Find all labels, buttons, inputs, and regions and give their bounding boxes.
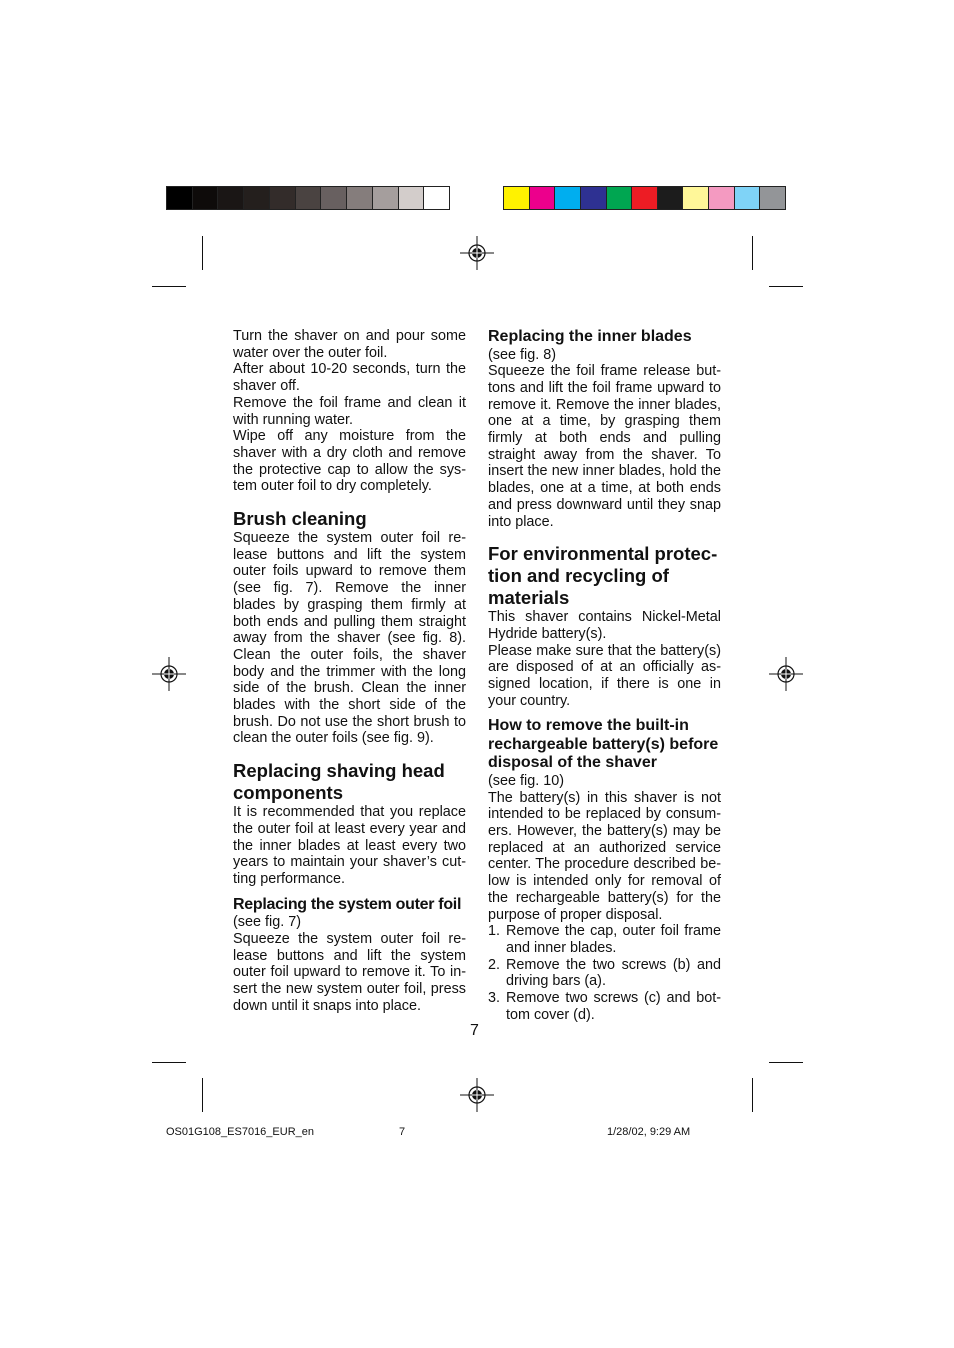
list-item [488,957,721,990]
color-swatch [270,187,296,209]
figure-reference: (see fig. 7) [233,914,301,931]
color-swatch [399,187,425,209]
subsection-heading: Replacing the inner blades [488,328,692,345]
body-paragraph: Squeeze the foil frame release but-tons and lift the foil frame upward to remove it. Remove the inner blades, one at a time, by grasping them firmly at both ends and pulling straight away from the shaver. To insert the new inner blades, hold the blades, one at a time, at both ends and press downward until they snap into place. [488,363,721,530]
crop-mark [202,1078,203,1112]
section-heading: Brush cleaning [233,508,367,530]
crop-mark [752,236,753,270]
color-swatch [607,187,633,209]
subsection-heading: Replacing the system outer foil [233,895,462,913]
step-number: 1. [488,923,501,940]
color-swatch [735,187,761,209]
body-paragraph: The battery(s) in this shaver is not intended to be replaced by consum-ers. However, the battery(s) may be replaced at an authorized service center. The procedure described be-low is intended only for removal of the rechargeable battery(s) for the purpose of proper disposal. [488,789,721,923]
step-number: 2. [488,956,501,973]
body-paragraph: Squeeze the system outer foil re-lease buttons and lift the system outer foil upward to remove it. To in-sert the new system outer foil, press down until it snaps into place. [233,930,466,1014]
intro-paragraph: Turn the shaver on and pour some water over the outer foil. [233,328,466,361]
body-paragraph: It is recommended that you replace the outer foil at least every year and the inner blades at least every two years to maintain your shaver’s cut-ting performance. [233,804,466,887]
figure-reference: (see fig. 10) [488,772,564,789]
color-swatch [632,187,658,209]
step-text: Remove the two screws (b) and driving bars (a). [506,956,721,990]
footer-page: 7 [399,1126,406,1138]
color-swatch [709,187,735,209]
color-swatch [193,187,219,209]
color-swatch [167,187,193,209]
subsection-heading: How to remove the built-in rechargeable battery(s) before disposal of the shaver [488,717,719,772]
footer-date: 1/28/02, 9:29 AM [607,1126,691,1138]
color-swatch [760,187,785,209]
list-item [488,923,721,956]
body-paragraph: This shaver contains Nickel-Metal Hydride battery(s). [488,609,721,642]
steps-list [488,923,721,1023]
section-heading: Replacing shaving head components [233,760,445,804]
color-swatch [581,187,607,209]
step-text: Remove the cap, outer foil frame and inner blades. [506,923,721,956]
color-swatch [683,187,709,209]
crop-mark [152,1062,186,1063]
crop-mark [769,286,803,287]
list-item [488,990,721,1023]
body-paragraph: Please make sure that the battery(s) are disposed of at an officially as-signed location, if there is one in your country. [488,642,721,709]
gray-color-bar [166,186,450,210]
crop-mark [769,1062,803,1063]
color-swatch [296,187,322,209]
color-swatch [218,187,244,209]
section-heading: For environmental protec-tion and recycling of materials [488,543,718,609]
color-swatch [555,187,581,209]
registration-mark-icon [152,657,186,691]
body-paragraph: Squeeze the system outer foil re-lease buttons and lift the system outer foils upward to remove them (see fig. 7). Remove the inner blades by grasping them firmly at both ends and pulling them straight away from the shaver (see fig. 8). Clean the outer foils, the shaver body and the trimmer with the long side of the brush. Clean the inner blades with the short side of the brush. Do not use the short brush to clean the outer foils (see fig. 9). [233,530,466,747]
color-swatch [321,187,347,209]
crop-mark [752,1078,753,1112]
page-number: 7 [470,1022,479,1039]
color-swatch [373,187,399,209]
color-swatch [658,187,684,209]
footer-filename: OS01G108_ES7016_EUR_en [166,1126,314,1138]
left-column [233,328,466,1014]
process-color-bar [503,186,786,210]
step-number: 3. [488,990,501,1007]
right-column [488,328,721,1024]
intro-paragraph: Remove the foil frame and clean it with running water. [233,394,466,428]
color-swatch [424,187,449,209]
intro-paragraph: Wipe off any moisture from the shaver with a dry cloth and remove the protective cap to allow the sys-tem outer foil to dry completely. [233,428,466,495]
registration-mark-icon [769,657,803,691]
figure-reference: (see fig. 8) [488,346,556,363]
step-text: Remove two screws (c) and bot-tom cover (d). [506,990,721,1023]
color-swatch [244,187,270,209]
crop-mark [152,286,186,287]
color-swatch [347,187,373,209]
registration-mark-icon [460,1078,494,1112]
color-swatch [530,187,556,209]
registration-mark-icon [460,236,494,270]
intro-paragraph: After about 10-20 seconds, turn the shaver off. [233,361,466,395]
color-swatch [504,187,530,209]
crop-mark [202,236,203,270]
